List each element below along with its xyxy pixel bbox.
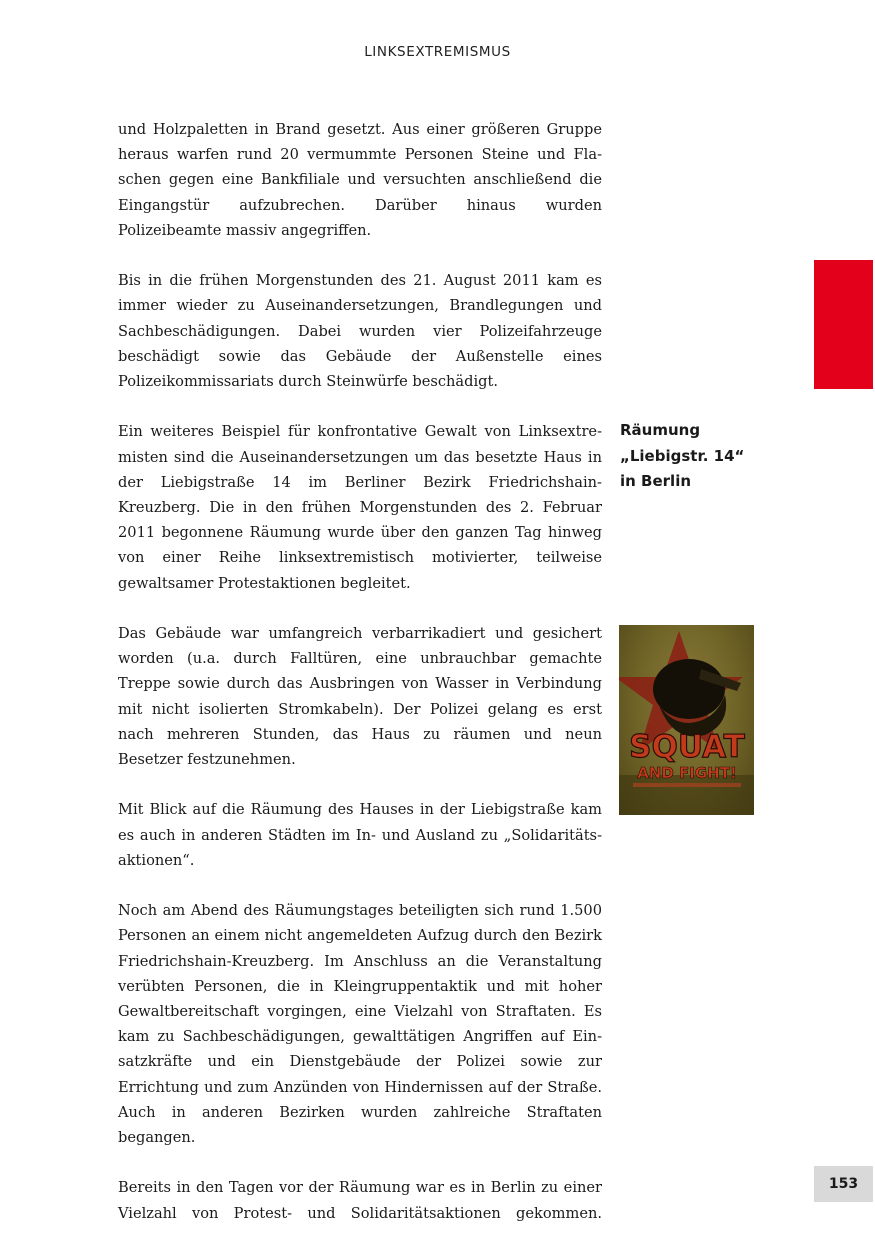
poster-artwork (619, 625, 754, 815)
running-header: LINKSEXTREMISMUS (364, 44, 511, 60)
page-number: 153 (814, 1166, 873, 1202)
paragraph: Mit Blick auf die Räumung des Hauses in der Liebigstraße kam es auch in anderen Städten im In- und Ausland zu „Solidaritätsaktionen“. (118, 801, 602, 869)
margin-heading-line: in Berlin (620, 472, 692, 490)
squat-poster-image (619, 625, 754, 815)
paragraph: Noch am Abend des Räumungstages beteiligten sich rund 1.500 Personen an einem nicht angemeldeten Aufzug durch den Bezirk Friedrichshain-Kreuzberg. Im Anschluss an die Veranstaltung verübten Personen, die in Kleingruppentaktik und mit hoher Gewaltbereitschaft vorgingen, eine Vielzahl von Straftaten. Es kam zu Sachbeschädigungen, gewalttätigen Angriffen auf Einsatzkräfte und ein Dienstgebäude der Polizei sowie zur Errichtung und zum Anzünden von Hindernissen auf der Straße. Auch in anderen Bezirken wurden zahlreiche Straftaten begangen. (118, 902, 602, 1147)
chapter-tab-marker (814, 260, 873, 389)
paragraph: Bis in die frühen Morgenstunden des 21. August 2011 kam es immer wieder zu Auseinandersetzungen, Brandlegungen und Sachbeschädigungen. Dabei wurden vier Polizeifahrzeuge beschädigt sowie das Gebäude der Außenstelle eines Polizeikommissariats durch Steinwürfe beschädigt. (118, 272, 602, 391)
margin-heading (620, 418, 770, 495)
poster-title: SQUAT (629, 729, 745, 765)
paragraph: und Holzpaletten in Brand gesetzt. Aus einer größeren Gruppe heraus warfen rund 20 vermummte Personen Steine und Flaschen gegen eine Bankfiliale und versuchten anschließend die Eingangstür aufzubrechen. Darüber hinaus wurden Polizeibeamte massiv angegriffen. (118, 121, 602, 239)
poster-subtitle: AND FIGHT! (637, 764, 737, 782)
margin-heading-line: „Liebigstr. 14“ (620, 446, 745, 465)
paragraph: Bereits in den Tagen vor der Räumung war es in Berlin zu einer Vielzahl von Protest- und Solidaritätsaktionen gekommen. (118, 1179, 602, 1222)
margin-heading-line: Räumung (620, 421, 701, 439)
paragraph: Das Gebäude war umfangreich verbarrikadiert und gesichert worden (u.a. durch Falltüren, eine unbrauchbar gemachte Treppe sowie durch das Ausbringen von Wasser in Verbindung mit nicht isolierten Stromkabeln). Der Polizei gelang es erst nach mehreren Stunden, das Haus zu räumen und neun Besetzer festzunehmen. (118, 625, 602, 769)
paragraph: Ein weiteres Beispiel für konfrontative Gewalt von Linksextremisten sind die Auseinandersetzungen um das besetzte Haus in der Liebigstraße 14 im Berliner Bezirk Friedrichshain-Kreuzberg. Die in den frühen Morgenstunden des 2. Februar 2011 begonnene Räumung wurde über den ganzen Tag hinweg von einer Reihe linksextremistisch motivierter, teilweise gewaltsamer Protestaktionen begleitet. (118, 423, 602, 592)
main-text-column (118, 117, 602, 1226)
